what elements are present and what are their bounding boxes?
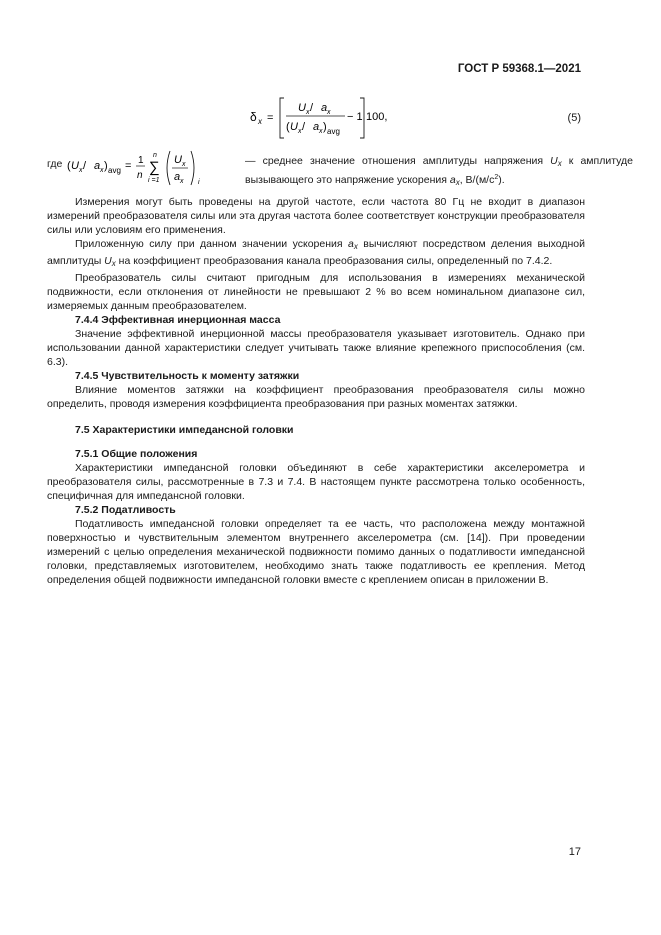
formula-5-expression	[250, 96, 390, 140]
where-word: где	[47, 158, 63, 170]
svg-text:− 1: − 1	[347, 111, 363, 123]
svg-text:): )	[104, 160, 108, 172]
svg-text:x: x	[258, 117, 262, 126]
svg-text:U: U	[174, 154, 182, 166]
svg-text:1: 1	[138, 155, 144, 166]
document-header: ГОСТ Р 59368.1—2021	[457, 63, 581, 75]
formula-number: (5)	[567, 112, 581, 124]
svg-text:U: U	[290, 121, 298, 133]
svg-text:i =1: i =1	[148, 177, 160, 184]
svg-text:U: U	[71, 160, 79, 172]
section-heading-7-4-5: 7.4.5 Чувствительность к моменту затяжки	[75, 370, 300, 382]
paragraph: Измерения могут быть проведены на другой частоте, если частота 80 Гц не входит в диапазон измерений преобразователя силы или эта другая частота более соответствует конструкции преобразователя силы или условиям его применения.	[47, 196, 585, 236]
svg-text:=: =	[267, 112, 274, 124]
svg-text:x: x	[180, 178, 184, 185]
svg-text:x: x	[319, 128, 323, 135]
svg-text:x: x	[79, 167, 83, 174]
formula-lhs: δ	[250, 110, 257, 124]
svg-text:(: (	[67, 160, 71, 172]
section-heading-7-4-4: 7.4.4 Эффективная инерционная масса	[75, 314, 281, 326]
svg-text:/: /	[310, 102, 314, 114]
svg-text:i: i	[198, 179, 200, 186]
svg-text:x: x	[182, 161, 186, 168]
svg-text:n: n	[153, 152, 157, 159]
svg-text:/: /	[83, 160, 87, 172]
paragraph: Характеристики импедансной головки объединяют в себе характеристики акселерометра и преобразователя силы, рассмотренные в 7.3 и 7.4. В настоящем пункте рассмотрена только особенность, специфичная для импедансной головки.	[47, 462, 585, 502]
section-heading-7-5-1: 7.5.1 Общие положения	[75, 448, 198, 460]
formula-5	[0, 96, 661, 140]
sum-sign: ∑	[149, 159, 160, 176]
paragraph: Влияние моментов затяжки на коэффициент преобразования преобразователя силы можно определить, проводя измерения коэффициента преобразования при разных моментах затяжки.	[47, 384, 585, 410]
svg-text:avg: avg	[108, 166, 121, 175]
section-heading-7-5-2: 7.5.2 Податливость	[75, 504, 176, 516]
svg-text:x: x	[306, 109, 310, 116]
mean-ratio-expression	[67, 148, 243, 188]
section-heading-7-5: 7.5 Характеристики импедансной головки	[75, 424, 294, 436]
paragraph: Приложенную силу при данном значении ускорения $a_x$ вычисляют посредством деления выходной амплитуды $U_x$ на коэффициент преобразования канала преобразования силы, определенный по 7.4.2.	[47, 238, 585, 268]
svg-text:avg: avg	[327, 127, 340, 136]
document-body	[47, 195, 585, 587]
formula-explanation	[47, 148, 633, 188]
paragraph: Податливость импедансной головки определяет та ее часть, что расположена между монтажной поверхностью и чувствительным элементом внутреннего акселерометра (см. [14]). При проведении измерений с целью определения механической подвижности помимо данных о податливости импедансной головки, представляемых изготовителем, необходимо знать также податливость ее крепления. Метод определения общей подвижности импедансной головки вместе с креплением описан в приложении В.	[47, 518, 585, 586]
left-bracket	[280, 98, 284, 138]
svg-text:a: a	[174, 171, 181, 183]
paragraph: Преобразователь силы считают пригодным для использования в измерениях механической подвижности, если отклонения от линейности не превышают 2 % во всем номинальном диапазоне сил, измеряемых данным преобразователем.	[47, 272, 585, 312]
page-number: 17	[568, 846, 581, 858]
formula-description: — среднее значение отношения амплитуды напряжения $U_x$ к амплитуде вызывающего это напряжение ускорения $a_x$, $В/(м/с^2)$.	[245, 155, 633, 187]
svg-text:n: n	[137, 170, 143, 181]
svg-text:): )	[323, 121, 327, 133]
svg-text:100,: 100,	[366, 111, 388, 123]
paragraph: Значение эффективной инерционной массы преобразователя указывает изготовитель. Однако при использовании данной характеристики следует учитывать также влияние крепежного приспособления (см. 6.3).	[47, 328, 585, 368]
svg-text:x: x	[298, 128, 302, 135]
svg-text:U: U	[298, 102, 306, 114]
svg-text:x: x	[327, 109, 331, 116]
svg-text:x: x	[100, 167, 104, 174]
svg-text:(: (	[286, 121, 290, 133]
svg-text:=: =	[125, 160, 132, 172]
svg-text:a: a	[313, 121, 320, 133]
svg-text:a: a	[321, 102, 328, 114]
svg-text:/: /	[302, 121, 306, 133]
svg-text:a: a	[94, 160, 101, 172]
